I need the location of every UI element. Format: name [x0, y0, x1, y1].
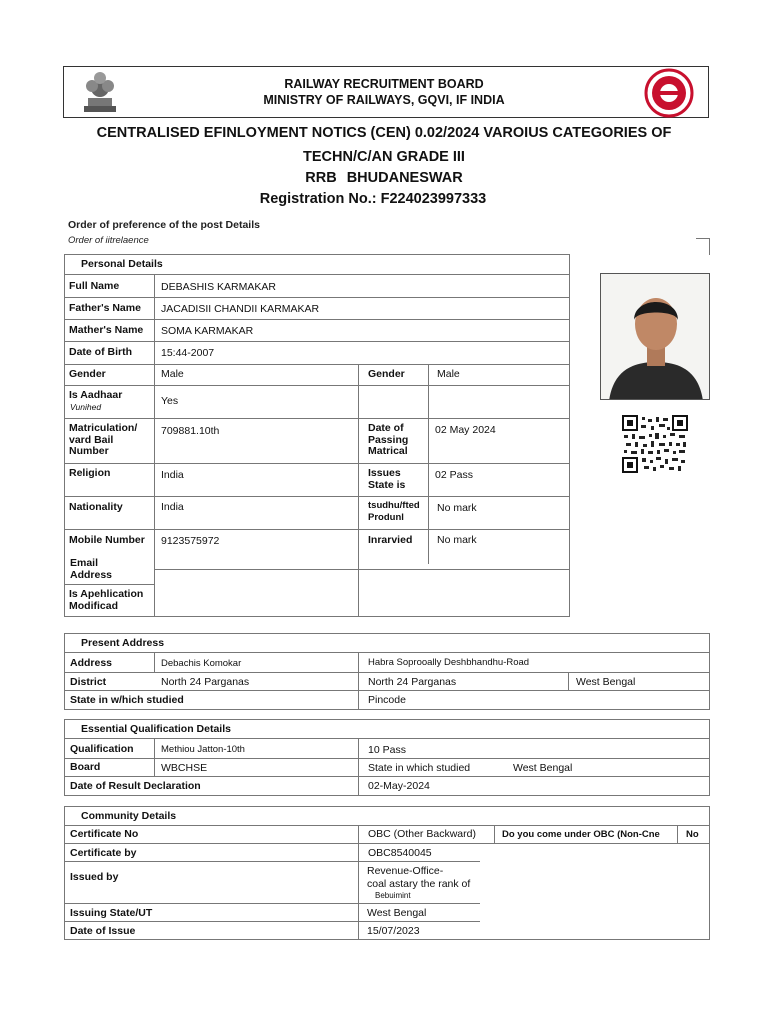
divider: [494, 825, 495, 843]
divider: [154, 274, 155, 616]
gender-value: Male: [161, 368, 184, 380]
field-label: Date of Result Declaration: [70, 780, 201, 792]
divider: [64, 529, 570, 530]
field-label: Religion: [69, 467, 111, 479]
dob-value: 15:44-2007: [161, 347, 215, 359]
candidate-photo: [600, 273, 710, 400]
divider: [64, 776, 710, 777]
state-value: West Bengal: [513, 762, 573, 774]
divider: [64, 297, 570, 298]
divider: [64, 496, 570, 497]
field-label: Nationality: [69, 501, 123, 513]
issue-date-value: 15/07/2023: [367, 925, 420, 937]
preference-subtitle: Order of iitrelaence: [68, 235, 149, 246]
studied-value: No mark: [437, 502, 477, 514]
divider: [709, 238, 710, 255]
divider: [64, 364, 570, 365]
divider: [358, 364, 359, 616]
section-title: Essential Qualification Details: [81, 723, 231, 735]
field-label: Date of Passing Matrical: [368, 422, 409, 457]
section-title: Present Address: [81, 637, 165, 649]
inrarvied-value: No mark: [437, 534, 477, 546]
divider: [64, 758, 710, 759]
field-label: Board: [70, 761, 101, 773]
divider: [64, 418, 570, 419]
divider: [154, 652, 155, 672]
divider: [154, 569, 570, 570]
category-value: OBC (Other Backward): [368, 828, 476, 840]
divider: [64, 319, 570, 320]
divider: [64, 385, 570, 386]
district-value-2: North 24 Parganas: [368, 676, 457, 688]
board-value: WBCHSE: [161, 762, 208, 774]
divider: [358, 738, 359, 795]
divider: [568, 672, 569, 690]
certificate-no-value: OBC8540045: [368, 847, 432, 859]
national-emblem-icon: [80, 68, 120, 116]
field-label: Mather's Name: [69, 324, 144, 336]
divider: [154, 738, 155, 776]
result-date-value: 02-May-2024: [368, 780, 430, 792]
field-label: Matriculation/ vard Bail Number: [69, 422, 138, 457]
noncreamy-value: No: [686, 829, 699, 840]
org-line-1: RAILWAY RECRUITMENT BOARD: [284, 77, 484, 91]
state-value: West Bengal: [576, 676, 636, 688]
divider: [64, 341, 570, 342]
field-label: Inrarvied: [368, 534, 413, 546]
address-line-value: Habra Soprooally Deshbhandhu-Road: [368, 657, 530, 668]
issued-by-value: coal astary the rank of: [367, 878, 471, 890]
field-label: State in w/hich studied: [70, 694, 184, 706]
divider: [428, 364, 429, 564]
divider: [64, 843, 710, 844]
divider: [64, 652, 710, 653]
issuing-state-value: West Bengal: [367, 907, 427, 919]
issued-by-value: Bebuimint: [375, 891, 411, 900]
rrb-name: RRB BHUDANESWAR: [305, 170, 463, 186]
mobile-value: 9123575972: [161, 535, 220, 547]
field-label: tsudhu/fted Produnl: [368, 500, 420, 523]
passing-value: 02 May 2024: [435, 424, 496, 436]
field-label: Date of Issue: [70, 925, 136, 937]
issues-value: 02 Pass: [435, 469, 473, 481]
divider: [358, 825, 359, 939]
divider: [64, 672, 710, 673]
field-label: Date of Birth: [69, 346, 132, 358]
field-label: State in which studied: [368, 762, 471, 774]
mother-name-value: SOMA KARMAKAR: [161, 325, 254, 337]
divider: [64, 921, 480, 922]
header-box: [63, 66, 709, 118]
divider: [64, 903, 480, 904]
field-label: Issued by: [70, 871, 119, 883]
address-name-value: Debachis Komokar: [161, 658, 242, 669]
issued-by-value: Revenue-Office-: [367, 865, 444, 877]
divider: [64, 274, 570, 275]
qualification-value: Methiou Jatton-10th: [161, 744, 245, 755]
preference-title: Order of preference of the post Details: [68, 219, 260, 231]
nationality-value: India: [161, 501, 184, 513]
field-label: Gender: [368, 368, 405, 380]
divider: [64, 463, 570, 464]
field-label: Gender: [69, 368, 106, 380]
full-name-value: DEBASHIS KARMAKAR: [161, 281, 276, 293]
gender-value-2: Male: [437, 368, 460, 380]
qualification-value-2: 10 Pass: [368, 744, 406, 756]
aadhaar-value: Yes: [161, 395, 179, 407]
field-label: District: [70, 676, 107, 688]
divider: [64, 861, 480, 862]
org-line-2: MINISTRY OF RAILWAYS, GQVI, IF INDIA: [263, 93, 505, 107]
field-label: Issuing State/UT: [70, 907, 153, 919]
field-label: Father's Name: [69, 302, 141, 314]
field-label: Issues State is: [368, 467, 406, 491]
matric-value: 709881.10th: [161, 425, 220, 437]
notice-title: CENTRALISED EFINLOYMENT NOTICS (CEN) 0.02/2024 VAROIUS CATEGORIES OF: [96, 125, 672, 141]
divider: [358, 652, 359, 709]
divider: [64, 738, 710, 739]
field-label: Mobile Number: [69, 534, 145, 546]
registration-number: Registration No.: F224023997333: [259, 191, 487, 207]
father-name-value: JACADISII CHANDII KARMAKAR: [161, 303, 320, 315]
field-label: Certificate No: [70, 828, 139, 840]
section-title: Personal Details: [81, 258, 163, 270]
divider: [64, 584, 154, 585]
notice-subtitle: TECHN/C/AN GRADE III: [303, 149, 465, 165]
divider: [64, 825, 710, 826]
field-label: Address: [70, 657, 113, 669]
divider: [677, 825, 678, 843]
pincode-label: Pincode: [368, 694, 406, 706]
field-sublabel: Vunihed: [70, 402, 102, 412]
district-value: North 24 Parganas: [161, 676, 250, 688]
field-label: Full Name: [69, 280, 120, 292]
field-label: Qualification: [70, 743, 134, 755]
field-label: Is Apehlication Modificad: [69, 588, 144, 612]
divider: [64, 690, 710, 691]
field-label: Do you come under OBC (Non-Cne: [502, 829, 660, 840]
field-label: Certificate by: [70, 847, 137, 859]
field-label: Email Address: [70, 557, 113, 581]
divider: [696, 238, 710, 239]
religion-value: India: [161, 469, 184, 481]
field-label: Is Aadhaar: [69, 389, 123, 401]
section-title: Community Details: [81, 810, 177, 822]
qr-code-icon: [622, 415, 688, 473]
